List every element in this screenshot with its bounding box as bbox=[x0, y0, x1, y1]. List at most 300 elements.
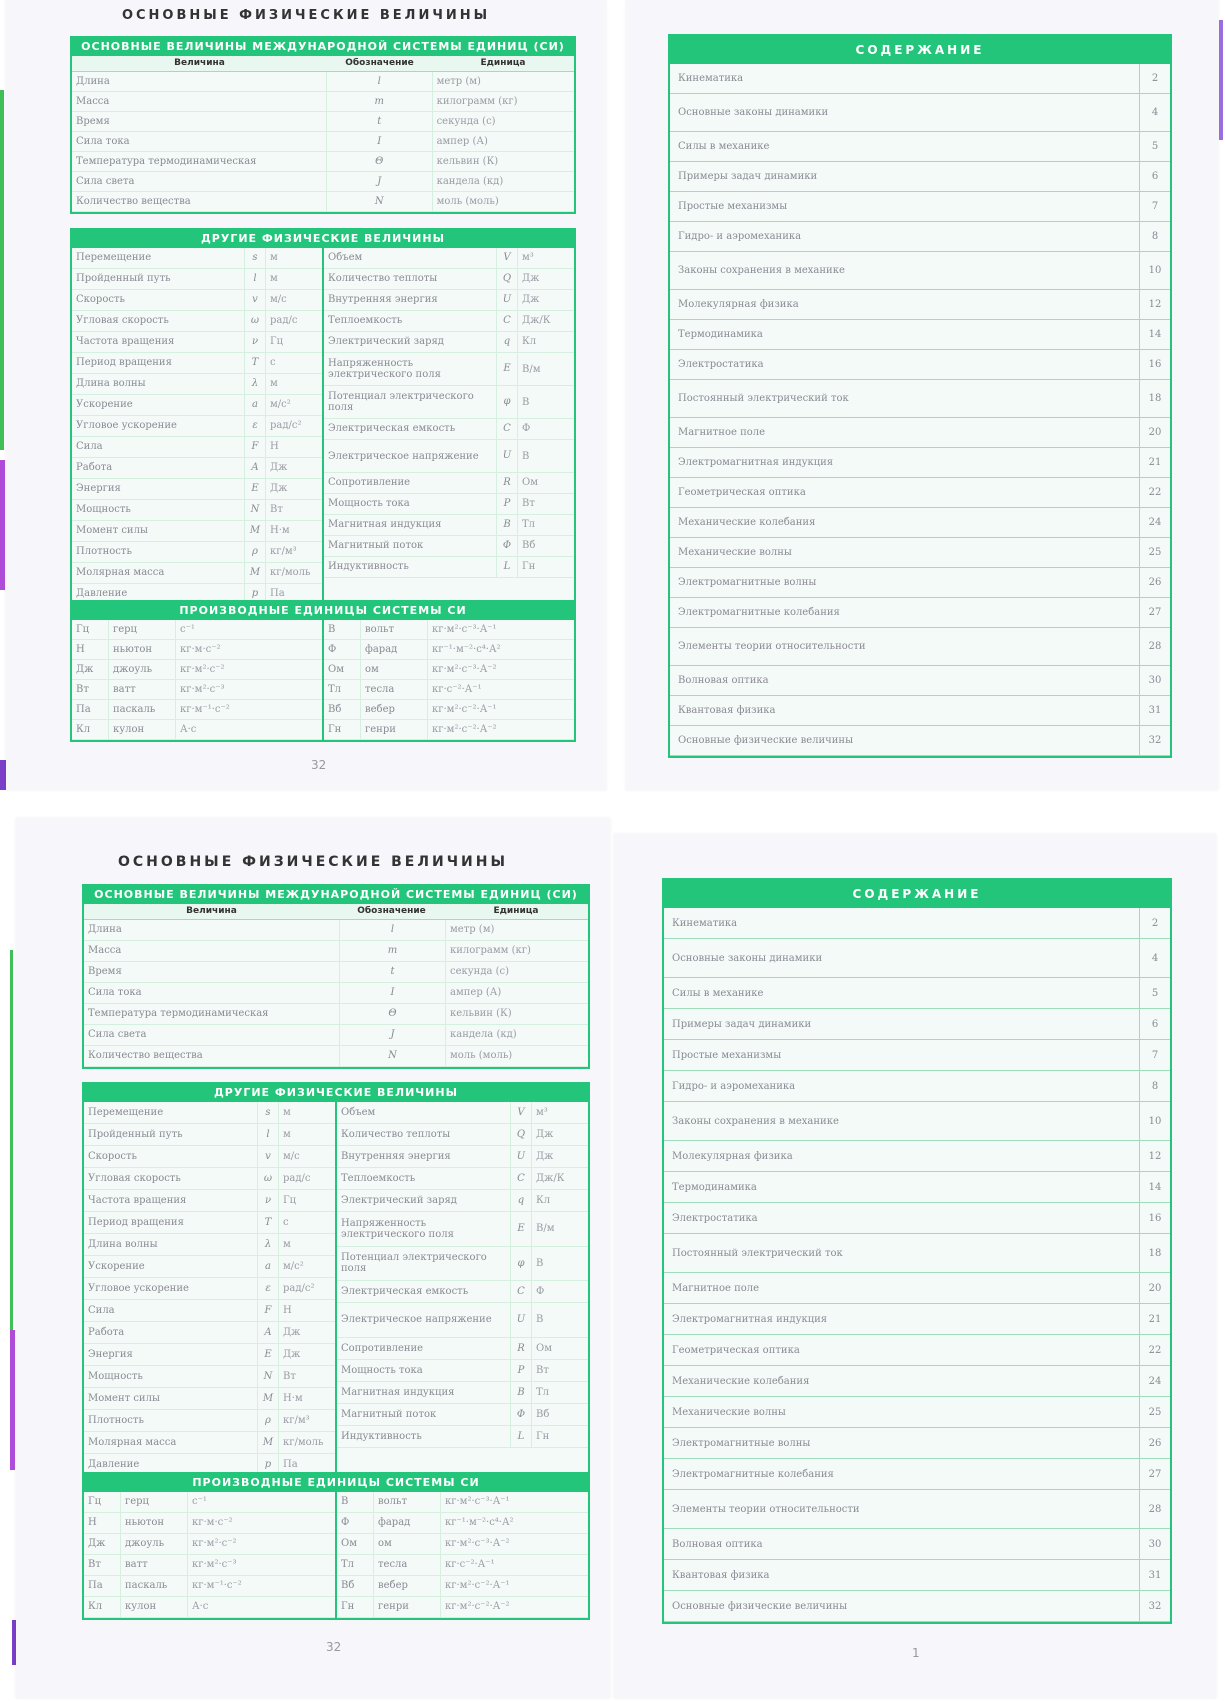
quantity-unit: Па bbox=[270, 588, 285, 599]
unit-symbol: Н bbox=[76, 644, 85, 655]
contents-item-title: Термодинамика bbox=[670, 320, 1140, 349]
quantity-name: Теплоемкость bbox=[341, 1173, 416, 1184]
contents-item bbox=[664, 1009, 1170, 1040]
quantity-name: Сила света bbox=[88, 1029, 147, 1040]
contents-item bbox=[670, 94, 1170, 132]
contents-item bbox=[670, 222, 1170, 252]
quantity-unit: ампер (А) bbox=[450, 987, 502, 998]
table-row bbox=[84, 1256, 335, 1278]
table-row bbox=[337, 1338, 588, 1360]
table-row bbox=[337, 1247, 588, 1282]
page-edge-tab bbox=[10, 950, 13, 1330]
unit-symbol: Ф bbox=[341, 1517, 350, 1528]
table-row bbox=[72, 152, 574, 172]
quantity-name: Магнитный поток bbox=[341, 1408, 437, 1420]
quantity-name: Напряженность электрического поля bbox=[341, 1217, 454, 1240]
contents-item bbox=[670, 320, 1170, 350]
unit-name: ньютон bbox=[120, 1513, 188, 1533]
contents-item-page: 10 bbox=[1148, 265, 1162, 276]
quantity-name: Скорость bbox=[76, 294, 125, 305]
contents-item-title: Волновая оптика bbox=[664, 1529, 1140, 1559]
unit-expression: кг·м²·с⁻³·А⁻¹ bbox=[445, 1496, 510, 1507]
unit-symbol: Ф bbox=[328, 644, 337, 655]
quantity-symbol: a bbox=[244, 395, 266, 415]
unit-name: герц bbox=[108, 620, 176, 639]
quantity-name: Сила bbox=[76, 441, 103, 452]
quantity-name: Время bbox=[88, 966, 122, 977]
unit-expression: кг·м²·с⁻²·А⁻¹ bbox=[445, 1580, 510, 1591]
contents-item bbox=[664, 939, 1170, 978]
quantity-symbol: ε bbox=[244, 416, 266, 436]
quantity-name: Температура термодинамическая bbox=[88, 1008, 269, 1019]
quantity-name: Частота вращения bbox=[88, 1195, 187, 1206]
contents-item-page: 6 bbox=[1151, 171, 1159, 182]
table-row bbox=[84, 1576, 335, 1597]
unit-name: джоуль bbox=[108, 660, 176, 679]
quantity-symbol: l bbox=[339, 920, 446, 940]
quantity-unit: Вт bbox=[522, 498, 535, 509]
contents-item-title: Механические волны bbox=[664, 1397, 1140, 1427]
quantity-unit: Ф bbox=[536, 1286, 545, 1298]
table-row bbox=[72, 311, 322, 332]
unit-symbol: Н bbox=[88, 1517, 97, 1528]
contents-item bbox=[670, 696, 1170, 726]
table-row bbox=[337, 1190, 588, 1212]
contents-item-title: Термодинамика bbox=[664, 1172, 1140, 1202]
table-row bbox=[72, 680, 322, 700]
page-number: 32 bbox=[311, 758, 327, 772]
quantity-symbol: M bbox=[244, 521, 266, 541]
contents-item-title: Примеры задач динамики bbox=[664, 1009, 1140, 1039]
contents-item-page: 2 bbox=[1151, 917, 1159, 929]
quantity-unit: Па bbox=[283, 1459, 298, 1470]
quantity-name: Период вращения bbox=[88, 1217, 184, 1228]
table-row bbox=[337, 1124, 588, 1146]
quantity-unit: Дж/К bbox=[536, 1173, 565, 1184]
table-row bbox=[84, 1366, 335, 1388]
contents-item-page: 25 bbox=[1148, 1406, 1162, 1418]
contents-item bbox=[664, 1273, 1170, 1304]
quantity-symbol: P bbox=[496, 494, 518, 514]
contents-table bbox=[662, 878, 1172, 1624]
quantity-symbol: R bbox=[510, 1338, 532, 1359]
unit-name: ньютон bbox=[108, 640, 176, 659]
table-row bbox=[337, 1102, 588, 1124]
table-header: ДРУГИЕ ФИЗИЧЕСКИЕ ВЕЛИЧИНЫ bbox=[72, 230, 574, 248]
contents-item-page: 6 bbox=[1151, 1018, 1159, 1030]
table-row bbox=[337, 1303, 588, 1338]
quantity-unit: Гн bbox=[536, 1430, 550, 1442]
quantity-unit: Н bbox=[283, 1305, 292, 1316]
table-row bbox=[72, 269, 322, 290]
page-edge-tab bbox=[0, 460, 5, 590]
unit-name: ом bbox=[373, 1534, 441, 1554]
contents-header: СОДЕРЖАНИЕ bbox=[670, 36, 1170, 64]
derived-units-table bbox=[82, 1472, 590, 1620]
contents-item-page: 26 bbox=[1148, 1437, 1162, 1449]
table-row bbox=[84, 1597, 335, 1618]
unit-expression: кг·м·с⁻² bbox=[180, 644, 221, 655]
contents-item-page: 31 bbox=[1148, 705, 1162, 716]
quantity-unit: Н bbox=[270, 441, 279, 452]
quantity-name: Давление bbox=[76, 588, 128, 599]
contents-item-page: 7 bbox=[1151, 1049, 1159, 1061]
quantity-unit: Тл bbox=[536, 1386, 550, 1398]
quantity-unit: В/м bbox=[536, 1223, 555, 1235]
quantity-unit: м bbox=[270, 273, 278, 284]
table-row bbox=[72, 720, 322, 740]
contents-item bbox=[664, 1428, 1170, 1459]
quantity-unit: Дж/К bbox=[522, 315, 551, 326]
quantity-name: Количество теплоты bbox=[328, 273, 438, 284]
table-row bbox=[324, 720, 574, 740]
quantity-name: Энергия bbox=[88, 1349, 133, 1360]
contents-item bbox=[670, 448, 1170, 478]
table-header: ПРОИЗВОДНЫЕ ЕДИНИЦЫ СИСТЕМЫ СИ bbox=[84, 1474, 588, 1492]
quantity-unit: Дж bbox=[270, 483, 288, 494]
quantity-symbol: p bbox=[257, 1454, 279, 1475]
contents-item bbox=[670, 538, 1170, 568]
quantity-symbol: M bbox=[257, 1432, 279, 1453]
contents-item-page: 14 bbox=[1148, 1181, 1162, 1193]
unit-symbol: Ом bbox=[328, 664, 344, 675]
table-row bbox=[72, 192, 574, 212]
quantity-name: Частота вращения bbox=[76, 336, 175, 347]
unit-name: джоуль bbox=[120, 1534, 188, 1554]
quantity-unit: кг/моль bbox=[270, 567, 311, 578]
table-row bbox=[72, 640, 322, 660]
quantity-unit: Вт bbox=[283, 1371, 296, 1382]
contents-item-page: 32 bbox=[1148, 1600, 1162, 1612]
si-base-units-table bbox=[82, 884, 590, 1069]
contents-item-title: Кинематика bbox=[670, 64, 1140, 93]
table-row bbox=[324, 440, 574, 473]
quantity-symbol: s bbox=[257, 1102, 279, 1123]
contents-item-page: 5 bbox=[1151, 987, 1159, 999]
table-row bbox=[337, 1212, 588, 1247]
quantity-symbol: ν bbox=[257, 1190, 279, 1211]
table-row bbox=[72, 172, 574, 192]
quantity-symbol: ω bbox=[244, 311, 266, 331]
quantity-name: Пройденный путь bbox=[88, 1129, 183, 1140]
contents-item-title: Электромагнитные волны bbox=[670, 568, 1140, 597]
quantity-symbol: N bbox=[244, 500, 266, 520]
table-row bbox=[72, 660, 322, 680]
quantity-name: Электрический заряд bbox=[328, 336, 444, 347]
quantity-name: Угловое ускорение bbox=[76, 420, 177, 431]
col-unit: Единица bbox=[480, 58, 526, 68]
contents-item-page: 12 bbox=[1148, 1150, 1162, 1162]
contents-item-title: Механические волны bbox=[670, 538, 1140, 567]
quantity-name: Сила света bbox=[76, 176, 135, 187]
quantity-symbol: φ bbox=[510, 1247, 532, 1281]
table-row bbox=[72, 248, 322, 269]
quantity-symbol: F bbox=[244, 437, 266, 457]
contents-item-page: 32 bbox=[1148, 735, 1162, 746]
quantity-unit: м/с bbox=[270, 294, 287, 305]
table-row bbox=[72, 132, 574, 152]
contents-item bbox=[664, 1304, 1170, 1335]
right-page-top bbox=[626, 0, 1218, 790]
table-row bbox=[337, 1597, 588, 1618]
contents-item bbox=[670, 380, 1170, 418]
other-quantities-table bbox=[82, 1082, 590, 1478]
table-row bbox=[324, 640, 574, 660]
quantity-symbol: Θ bbox=[326, 152, 433, 171]
quantity-symbol: V bbox=[496, 248, 518, 268]
quantity-name: Магнитная индукция bbox=[328, 519, 442, 530]
quantity-unit: с bbox=[270, 357, 276, 368]
quantity-name: Период вращения bbox=[76, 357, 172, 368]
table-row bbox=[84, 1534, 335, 1555]
quantity-name: Угловое ускорение bbox=[88, 1283, 189, 1294]
table-row bbox=[84, 1278, 335, 1300]
quantity-unit: рад/с bbox=[270, 315, 298, 326]
unit-expression: кг⁻¹·м⁻²·с⁴·А² bbox=[445, 1517, 514, 1528]
table-row bbox=[84, 1388, 335, 1410]
unit-name: вольт bbox=[373, 1492, 441, 1512]
unit-expression: кг·м²·с⁻² bbox=[180, 664, 225, 675]
unit-name: фарад bbox=[373, 1513, 441, 1533]
quantity-symbol: N bbox=[257, 1366, 279, 1387]
contents-item bbox=[670, 628, 1170, 666]
quantity-unit: Дж bbox=[522, 273, 540, 284]
quantity-symbol: λ bbox=[244, 374, 266, 394]
quantity-symbol: U bbox=[496, 440, 518, 472]
unit-expression: с⁻¹ bbox=[180, 624, 195, 635]
unit-expression: кг·с⁻²·А⁻¹ bbox=[432, 684, 482, 695]
quantity-symbol: φ bbox=[496, 386, 518, 418]
contents-item bbox=[670, 252, 1170, 290]
contents-item bbox=[670, 64, 1170, 94]
unit-symbol: Па bbox=[88, 1580, 103, 1591]
col-quantity: Величина bbox=[186, 906, 237, 916]
contents-item-page: 21 bbox=[1148, 457, 1162, 468]
unit-name: паскаль bbox=[108, 700, 176, 719]
quantity-symbol: ρ bbox=[244, 542, 266, 562]
contents-item-title: Основные законы динамики bbox=[670, 94, 1140, 131]
quantity-name: Внутренняя энергия bbox=[328, 294, 438, 305]
table-row bbox=[324, 332, 574, 353]
col-quantity: Величина bbox=[174, 58, 225, 68]
quantity-name: Напряженность электрического поля bbox=[328, 358, 441, 380]
table-row bbox=[72, 500, 322, 521]
contents-header: СОДЕРЖАНИЕ bbox=[664, 880, 1170, 908]
quantity-name: Масса bbox=[76, 96, 110, 107]
contents-item-title: Элементы теории относительности bbox=[664, 1490, 1140, 1528]
table-row bbox=[72, 479, 322, 500]
table-row bbox=[72, 353, 322, 374]
contents-item bbox=[664, 1459, 1170, 1490]
contents-item-page: 28 bbox=[1148, 641, 1162, 652]
quantity-name: Скорость bbox=[88, 1151, 137, 1162]
col-symbol: Обозначение bbox=[357, 906, 426, 916]
quantity-unit: В bbox=[536, 1257, 544, 1269]
contents-item-page: 8 bbox=[1151, 231, 1159, 242]
quantity-symbol: ε bbox=[257, 1278, 279, 1299]
quantity-unit: секунда (с) bbox=[450, 966, 510, 977]
quantity-symbol: N bbox=[326, 192, 433, 211]
table-row bbox=[324, 536, 574, 557]
page-number: 32 bbox=[326, 1640, 342, 1654]
quantity-unit: кандела (кд) bbox=[450, 1029, 517, 1040]
quantity-name: Молярная масса bbox=[76, 567, 165, 578]
quantity-unit: Дж bbox=[283, 1349, 301, 1360]
contents-item-title: Постоянный электрический ток bbox=[664, 1234, 1140, 1272]
unit-name: кулон bbox=[108, 720, 176, 739]
quantity-unit: кандела (кд) bbox=[436, 176, 504, 187]
contents-item-title: Примеры задач динамики bbox=[670, 162, 1140, 191]
quantity-unit: рад/с² bbox=[270, 420, 302, 431]
left-page-bottom bbox=[16, 818, 610, 1698]
quantity-unit: Дж bbox=[536, 1129, 554, 1140]
table-row bbox=[337, 1492, 588, 1513]
quantity-unit: м bbox=[270, 252, 278, 263]
quantity-symbol: v bbox=[257, 1146, 279, 1167]
quantity-symbol: T bbox=[257, 1212, 279, 1233]
unit-expression: кг·м⁻¹·с⁻² bbox=[180, 704, 230, 715]
quantity-unit: Вб bbox=[522, 540, 536, 551]
contents-item-page: 27 bbox=[1148, 1468, 1162, 1480]
quantity-symbol: ρ bbox=[257, 1410, 279, 1431]
quantity-symbol: p bbox=[244, 584, 266, 604]
contents-item-title: Основные физические величины bbox=[664, 1591, 1140, 1621]
contents-item-page: 16 bbox=[1148, 1212, 1162, 1224]
unit-name: герц bbox=[120, 1492, 188, 1512]
quantity-symbol: M bbox=[257, 1388, 279, 1409]
contents-item-page: 16 bbox=[1148, 359, 1162, 370]
unit-expression: кг·м²·с⁻³·А⁻¹ bbox=[432, 624, 497, 635]
table-row bbox=[324, 311, 574, 332]
quantity-unit: Гц bbox=[270, 336, 284, 347]
unit-name: ом bbox=[360, 660, 428, 679]
contents-item-title: Электростатика bbox=[664, 1203, 1140, 1233]
table-row bbox=[72, 72, 574, 92]
quantity-name: Плотность bbox=[88, 1415, 144, 1426]
contents-item-title: Основные законы динамики bbox=[664, 939, 1140, 977]
contents-item-page: 27 bbox=[1148, 607, 1162, 618]
quantity-symbol: v bbox=[244, 290, 266, 310]
contents-item-title: Молекулярная физика bbox=[664, 1141, 1140, 1171]
quantity-symbol: E bbox=[510, 1212, 532, 1246]
quantity-symbol: m bbox=[326, 92, 433, 111]
contents-item bbox=[664, 1560, 1170, 1591]
table-row bbox=[84, 1046, 588, 1067]
unit-symbol: Дж bbox=[88, 1538, 106, 1549]
quantity-unit: секунда (с) bbox=[436, 116, 496, 127]
quantity-symbol: Q bbox=[510, 1124, 532, 1145]
quantity-unit: метр (м) bbox=[450, 924, 495, 935]
unit-expression: кг·м²·с⁻³·А⁻² bbox=[445, 1538, 510, 1549]
quantity-symbol: V bbox=[510, 1102, 532, 1123]
table-row bbox=[84, 1190, 335, 1212]
table-row bbox=[324, 620, 574, 640]
contents-item-page: 26 bbox=[1148, 577, 1162, 588]
table-header: ДРУГИЕ ФИЗИЧЕСКИЕ ВЕЛИЧИНЫ bbox=[84, 1084, 588, 1102]
quantity-name: Энергия bbox=[76, 483, 121, 494]
table-row bbox=[72, 290, 322, 311]
quantity-symbol: A bbox=[257, 1322, 279, 1343]
contents-item-title: Электромагнитная индукция bbox=[670, 448, 1140, 477]
quantity-unit: рад/с² bbox=[283, 1283, 315, 1294]
table-row bbox=[84, 1322, 335, 1344]
contents-item-title: Механические колебания bbox=[664, 1366, 1140, 1396]
contents-item-title: Простые механизмы bbox=[670, 192, 1140, 221]
table-row bbox=[84, 1004, 588, 1025]
quantity-symbol: l bbox=[326, 72, 433, 91]
unit-symbol: Вб bbox=[328, 704, 342, 715]
table-row bbox=[72, 395, 322, 416]
quantity-unit: рад/с bbox=[283, 1173, 311, 1184]
contents-item-title: Геометрическая оптика bbox=[670, 478, 1140, 507]
quantity-unit: килограмм (кг) bbox=[436, 96, 518, 107]
quantity-unit: Ом bbox=[536, 1342, 552, 1354]
quantity-unit: м bbox=[283, 1129, 291, 1140]
quantity-unit: метр (м) bbox=[436, 76, 481, 87]
contents-item-page: 30 bbox=[1148, 1538, 1162, 1550]
quantity-symbol: E bbox=[257, 1344, 279, 1365]
quantity-symbol: J bbox=[326, 172, 433, 191]
contents-item-page: 5 bbox=[1151, 141, 1159, 152]
quantity-unit: м/с² bbox=[283, 1261, 304, 1272]
contents-item-page: 31 bbox=[1148, 1569, 1162, 1581]
quantity-symbol: C bbox=[496, 311, 518, 331]
table-row bbox=[324, 494, 574, 515]
contents-item-title: Гидро- и аэромеханика bbox=[670, 222, 1140, 251]
table-row bbox=[72, 620, 322, 640]
contents-item-page: 24 bbox=[1148, 517, 1162, 528]
table-row bbox=[72, 521, 322, 542]
quantity-unit: м bbox=[283, 1107, 291, 1118]
contents-item-page: 10 bbox=[1148, 1115, 1162, 1127]
quantity-unit: м/с bbox=[283, 1151, 300, 1162]
quantity-name: Теплоемкость bbox=[328, 315, 403, 326]
quantity-symbol: E bbox=[496, 353, 518, 385]
table-row bbox=[324, 557, 574, 578]
unit-expression: кг·м²·с⁻²·А⁻¹ bbox=[432, 704, 497, 715]
contents-item bbox=[670, 192, 1170, 222]
quantity-symbol: Φ bbox=[496, 536, 518, 556]
quantity-name: Пройденный путь bbox=[76, 273, 171, 284]
table-row bbox=[84, 1234, 335, 1256]
contents-item bbox=[670, 290, 1170, 320]
quantity-symbol: q bbox=[496, 332, 518, 352]
contents-item-title: Электромагнитные колебания bbox=[664, 1459, 1140, 1489]
table-row bbox=[337, 1146, 588, 1168]
contents-item-title: Силы в механике bbox=[670, 132, 1140, 161]
unit-symbol: Гн bbox=[341, 1601, 355, 1612]
quantity-name: Количество теплоты bbox=[341, 1129, 451, 1140]
page-edge-tab bbox=[0, 90, 4, 450]
contents-item-page: 28 bbox=[1148, 1503, 1162, 1515]
contents-item-page: 20 bbox=[1148, 427, 1162, 438]
unit-expression: кг·м²·с⁻³ bbox=[192, 1559, 237, 1570]
quantity-unit: Н·м bbox=[270, 525, 290, 536]
quantity-name: Количество вещества bbox=[88, 1050, 203, 1061]
contents-item bbox=[670, 508, 1170, 538]
table-row bbox=[84, 1432, 335, 1454]
unit-symbol: Ом bbox=[341, 1538, 357, 1549]
contents-item bbox=[664, 908, 1170, 939]
quantity-name: Электрическая емкость bbox=[341, 1286, 469, 1298]
contents-item-page: 24 bbox=[1148, 1375, 1162, 1387]
table-row bbox=[72, 112, 574, 132]
quantity-unit: В bbox=[536, 1314, 544, 1326]
quantity-name: Мощность bbox=[76, 504, 131, 515]
table-row bbox=[72, 437, 322, 458]
quantity-name: Сопротивление bbox=[341, 1342, 424, 1354]
table-row bbox=[84, 1555, 335, 1576]
